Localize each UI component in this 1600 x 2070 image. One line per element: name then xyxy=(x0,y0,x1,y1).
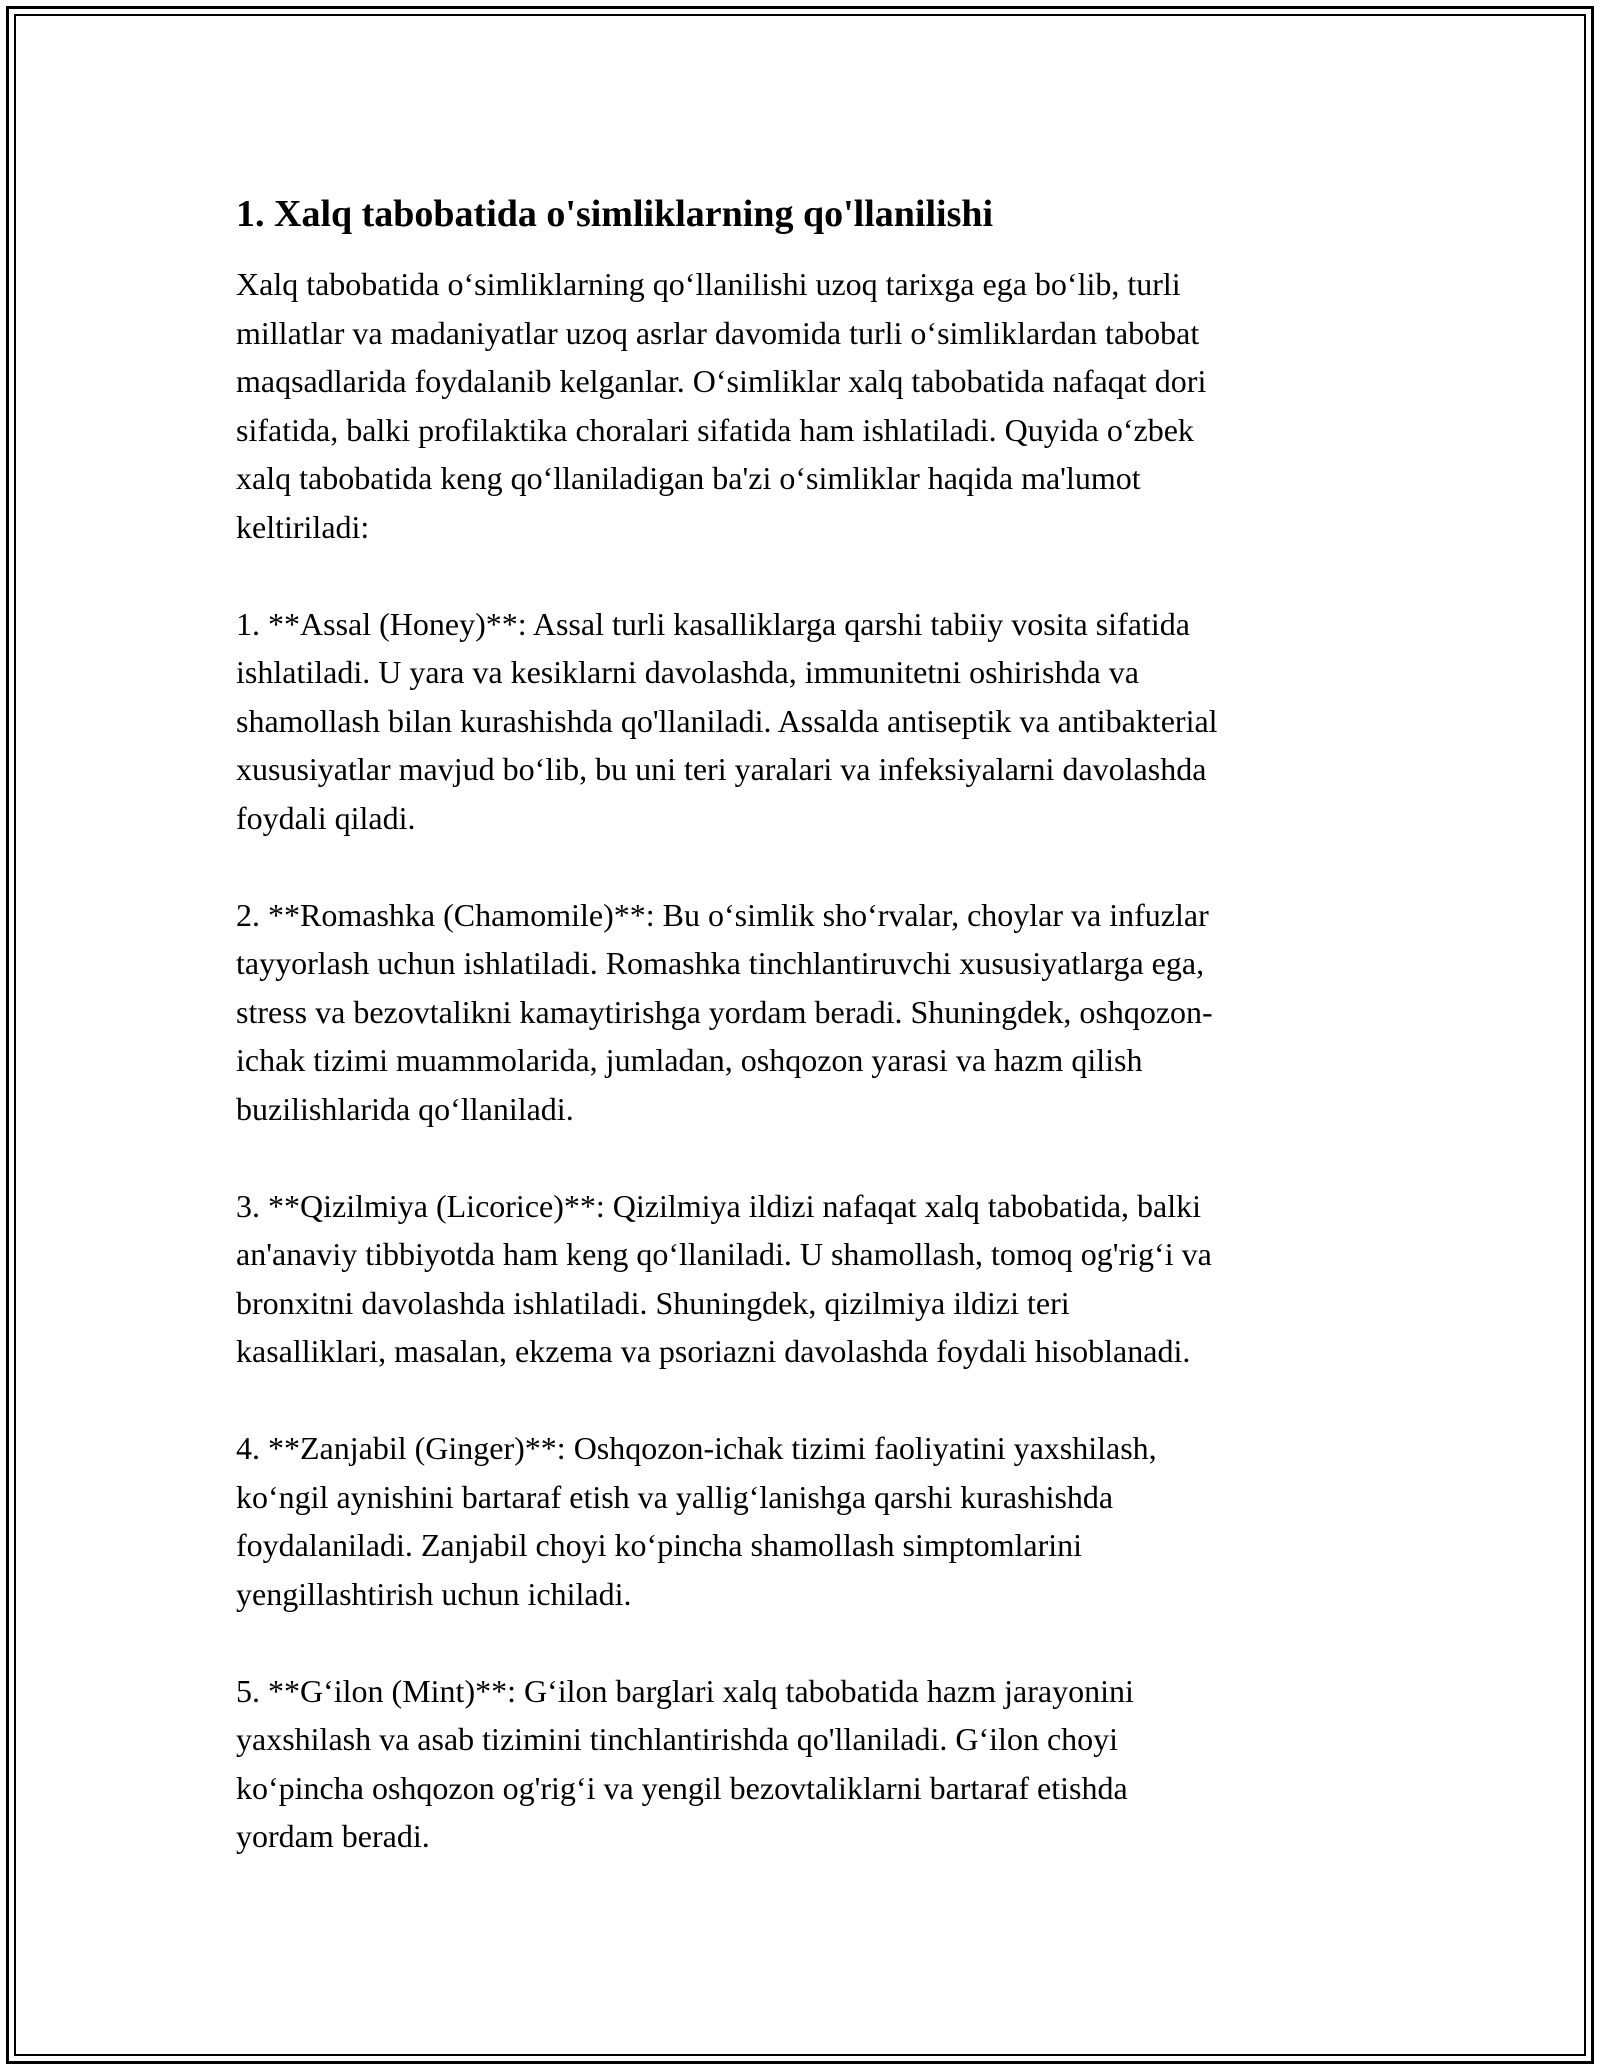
section-heading: 1. Xalq tabobatida o'simliklarning qo'llanilishi xyxy=(236,193,994,235)
text-line: ko‘pincha oshqozon og'rig‘i va yengil bezovtaliklarni bartaraf etishda xyxy=(236,1769,1128,1806)
text-line: yengillashtirish uchun ichiladi. xyxy=(236,1575,632,1612)
text-line: ishlatiladi. U yara va kesiklarni davolashda, immunitetni oshirishda va xyxy=(236,654,1139,690)
list-item-licorice xyxy=(236,1182,1376,1376)
document-body xyxy=(236,190,1376,1909)
text-line: bronxitni davolashda ishlatiladi. Shuningdek, qizilmiya ildizi teri xyxy=(236,1284,1070,1321)
text-line: 3. **Qizilmiya (Licorice)**: Qizilmiya ildizi nafaqat xalq tabobatida, balki xyxy=(236,1187,1202,1224)
text-line: foydalaniladi. Zanjabil choyi ko‘pincha shamollash simptomlarini xyxy=(236,1527,1083,1563)
text-line: foydali qiladi. xyxy=(236,799,416,836)
text-line: xususiyatlar mavjud bo‘lib, bu uni teri yaralari va infeksiyalarni davolashda xyxy=(236,751,1207,787)
text-line: 2. **Romashka (Chamomile)**: Bu o‘simlik sho‘rvalar, choylar va infuzlar xyxy=(236,896,1209,933)
text-line: millatlar va madaniyatlar uzoq asrlar davomida turli o‘simliklardan tabobat xyxy=(236,314,1200,351)
text-line: ko‘ngil aynishini bartaraf etish va yallig‘lanishga qarshi kurashishda xyxy=(236,1478,1114,1515)
text-line: ichak tizimi muammolarida, jumladan, oshqozon yarasi va hazm qilish xyxy=(236,1042,1143,1078)
intro-paragraph xyxy=(236,260,1376,551)
text-line: tayyorlash uchun ishlatiladi. Romashka tinchlantiruvchi xususiyatlarga ega, xyxy=(236,945,1205,981)
text-line: Xalq tabobatida o‘simliklarning qo‘llanilishi uzoq tarixga ega bo‘lib, turli xyxy=(236,266,1181,302)
text-line: xalq tabobatida keng qo‘llaniladigan ba'zi o‘simliklar haqida ma'lumot xyxy=(236,460,1141,496)
text-line: yordam beradi. xyxy=(236,1818,430,1854)
text-line: buzilishlarida qo‘llaniladi. xyxy=(236,1090,574,1127)
list-item-chamomile xyxy=(236,891,1376,1134)
text-line: yaxshilash va asab tizimini tinchlantirishda qo'llaniladi. G‘ilon choyi xyxy=(236,1721,1119,1757)
text-line: maqsadlarida foydalanib kelganlar. O‘simliklar xalq tabobatida nafaqat dori xyxy=(236,363,1207,399)
text-line: 4. **Zanjabil (Ginger)**: Oshqozon-ichak tizimi faoliyatini yaxshilash, xyxy=(236,1430,1157,1466)
text-line: sifatida, balki profilaktika choralari sifatida ham ishlatiladi. Quyida o‘zbek xyxy=(236,411,1194,448)
list-item-honey xyxy=(236,600,1376,843)
text-line: shamollash bilan kurashishda qo'llaniladi. Assalda antiseptik va antibakterial xyxy=(236,702,1218,739)
text-line: kasalliklari, masalan, ekzema va psoriazni davolashda foydali hisoblanadi. xyxy=(236,1333,1191,1369)
text-line: keltiriladi: xyxy=(236,508,370,545)
text-line: 1. **Assal (Honey)**: Assal turli kasalliklarga qarshi tabiiy vosita sifatida xyxy=(236,605,1190,642)
text-line: an'anaviy tibbiyotda ham keng qo‘llaniladi. U shamollash, tomoq og'rig‘i va xyxy=(236,1236,1212,1272)
text-line: 5. **G‘ilon (Mint)**: G‘ilon barglari xalq tabobatida hazm jarayonini xyxy=(236,1672,1134,1709)
list-item-ginger xyxy=(236,1424,1376,1618)
text-line: stress va bezovtalikni kamaytirishga yordam beradi. Shuningdek, oshqozon- xyxy=(236,993,1213,1030)
list-item-mint xyxy=(236,1667,1376,1861)
